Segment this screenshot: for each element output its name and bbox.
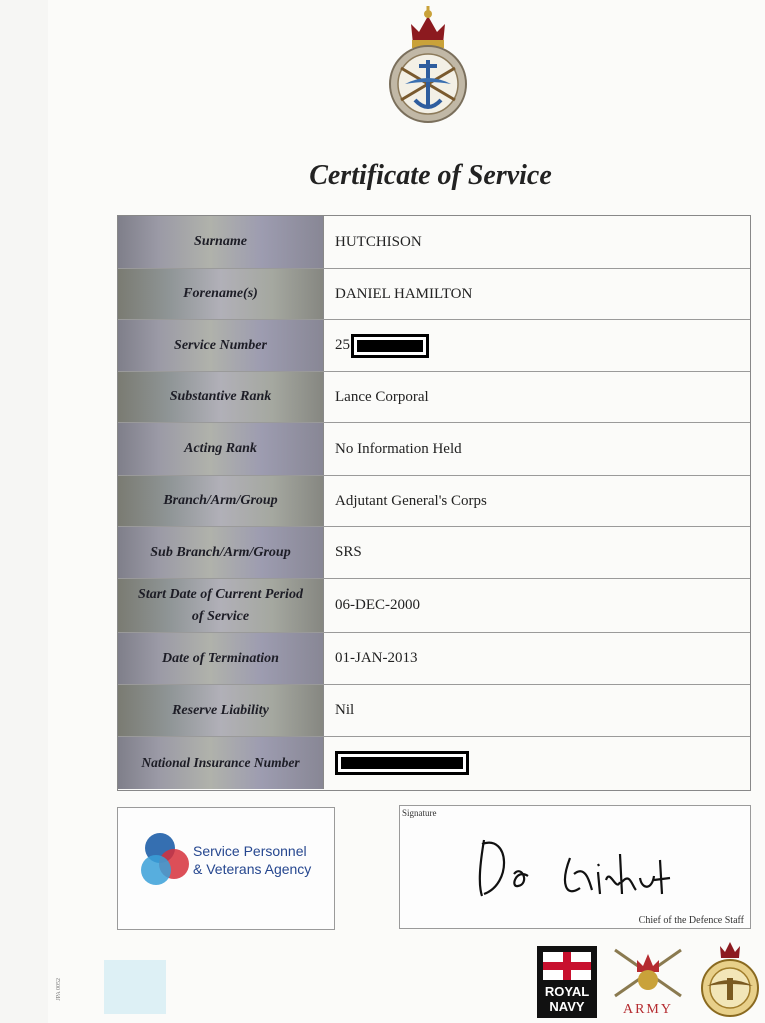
field-label: Start Date of Current Period of Service — [118, 579, 324, 632]
raf-eagle-badge-icon — [695, 938, 765, 1020]
navy-flag-icon — [537, 946, 597, 982]
service-details-table — [117, 215, 751, 791]
army-crossed-swords-icon — [607, 942, 689, 1002]
signature-box — [399, 805, 751, 929]
field-value-container — [324, 320, 750, 371]
agency-logo-icon — [138, 830, 194, 890]
field-label: Service Number — [118, 320, 324, 371]
army-label: ARMY — [622, 1002, 673, 1017]
table-row — [118, 633, 750, 685]
signature-label: Signature — [402, 808, 437, 818]
field-value: No Information Held — [335, 440, 462, 457]
redaction-bar — [351, 334, 429, 358]
field-label: Forename(s) — [118, 269, 324, 319]
table-row — [118, 423, 750, 476]
field-label: Acting Rank — [118, 423, 324, 475]
reference-mark: JPA 0052 — [56, 978, 62, 1001]
table-row — [118, 527, 750, 579]
table-row — [118, 685, 750, 737]
field-value: 06-DEC-2000 — [335, 597, 420, 613]
field-label: Substantive Rank — [118, 372, 324, 422]
table-row — [118, 372, 750, 423]
field-label: Reserve Liability — [118, 685, 324, 736]
table-row — [118, 269, 750, 320]
agency-name — [193, 842, 311, 878]
field-value: SRS — [335, 544, 362, 560]
field-value: 25 — [335, 337, 350, 353]
field-label: National Insurance Number — [118, 737, 324, 789]
table-row — [118, 320, 750, 372]
field-value: Lance Corporal — [335, 388, 429, 405]
field-value: 01-JAN-2013 — [335, 650, 418, 666]
handwritten-signature — [470, 824, 690, 904]
royal-navy-logo — [537, 946, 597, 1018]
field-value: DANIEL HAMILTON — [335, 285, 473, 302]
watermark-stamp — [104, 960, 166, 1014]
signatory-title: Chief of the Defence Staff — [638, 915, 744, 926]
agency-logo-box — [117, 807, 335, 930]
field-label: Surname — [118, 216, 324, 268]
redaction-bar — [335, 751, 469, 775]
field-value: Adjutant General's Corps — [335, 492, 487, 509]
navy-label-line1: ROYAL — [544, 984, 590, 999]
field-label: Sub Branch/Arm/Group — [118, 527, 324, 578]
field-label: Date of Termination — [118, 633, 324, 684]
navy-label-line2: NAVY — [549, 999, 585, 1014]
agency-name-line2: & Veterans Agency — [193, 861, 312, 877]
field-value: HUTCHISON — [335, 233, 422, 250]
field-value-container — [324, 737, 750, 789]
field-value: Nil — [335, 702, 355, 718]
table-row — [118, 579, 750, 633]
table-row — [118, 216, 750, 269]
agency-name-line1: Service Personnel — [193, 843, 307, 859]
army-logo — [607, 942, 689, 1020]
page-title: Certificate of Service — [309, 160, 552, 191]
table-row — [118, 476, 750, 527]
table-row — [118, 737, 750, 789]
ministry-of-defence-crest-icon — [383, 2, 473, 128]
field-label: Branch/Arm/Group — [118, 476, 324, 526]
